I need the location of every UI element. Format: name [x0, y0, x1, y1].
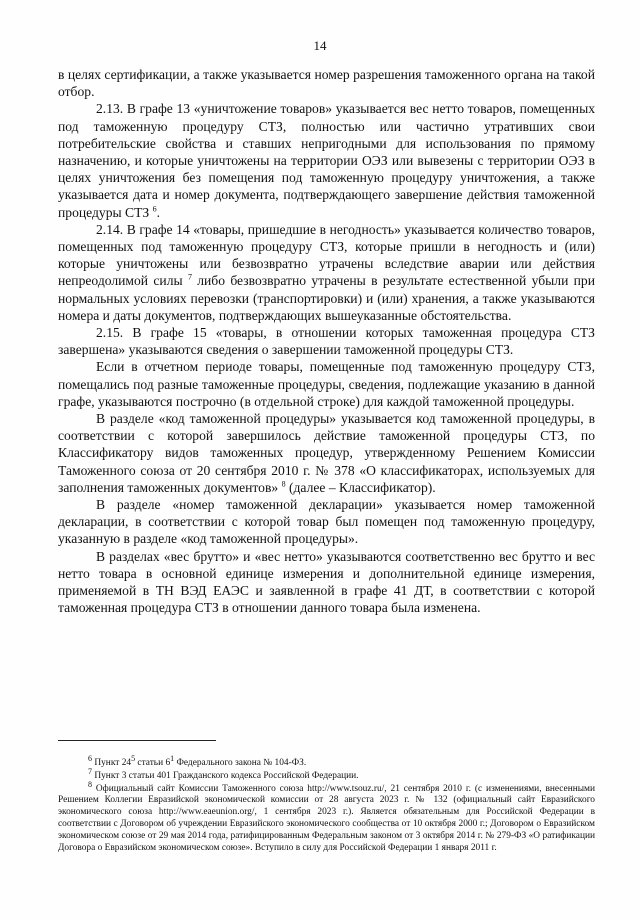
footnote-ref: 6 — [152, 204, 157, 214]
main-text — [58, 66, 595, 617]
paragraph: Если в отчетном периоде товары, помещенные под таможенную процедуру СТЗ, помещались под разные таможенные процедуры, сведения, подлежащие указанию в данной графе, указываются построчно (в отдельной строке) для каждой таможенной процедуры. — [58, 359, 595, 409]
paragraph: в целях сертификации, а также указывается номер разрешения таможенного органа на такой отбор. — [58, 67, 595, 100]
paragraph: 2.13. В графе 13 «уничтожение товаров» указывается вес нетто товаров, помещенных под таможенную процедуру СТЗ, полностью или частично утративших свои потребительские свойства и ставших непригодными для использования по прямому назначению, и которые уничтожены на территории ОЭЗ или вывезены с территории ОЭЗ в целях уничтожения без помещения под таможенную процедуру уничтожения, а также указывается дата и номер документа, подтверждающего завершение действия таможенной процедуры СТЗ $^6$. — [58, 101, 595, 220]
paragraph: В разделе «номер таможенной декларации» указывается номер таможенной декларации, в соответствии с которой товар был помещен под таможенную процедуру, указанную в разделе «код таможенной процедуры». — [58, 497, 595, 547]
footnote: $^8$ Официальный сайт Комиссии Таможенного союза http://www.tsouz.ru/, 21 сентября 2010 г. (с изменениями, внесенными Решением Коллегии Евразийской экономической комиссии от 28 августа 2023 г. № 132 (официальный сайт Евразийского экономического союза http://www.eaeunion.org/, 1 сентября 2023 г.). Является обязательным для Российской Федерации в соответствии с Договором об учреждении Евразийского экономического сообщества от 10 октября 2000 г.; Договором о Евразийском экономическом союзе от 29 мая 2014 года, ратифицированным Федеральным законом от 3 октября 2014 г. № 279-ФЗ «О ратификации Договора о Евразийском экономическом союзе». Вступило в силу для Российской Федерации 1 января 2011 г. — [58, 779, 596, 853]
paragraph: 2.15. В графе 15 «товары, в отношении которых таможенная процедура СТЗ завершена» указываются сведения о завершении таможенной процедуры СТЗ. — [58, 325, 595, 358]
footnote-ref: 7 — [187, 272, 192, 282]
paragraph: В разделе «код таможенной процедуры» указывается код таможенной процедуры, в соответствии с которой завершилось действие таможенной процедуры СТЗ, по Классификатору видов таможенных процедур, утвержденному Решением Комиссии Таможенного союза от 20 сентября 2010 г. № 378 «О классификаторах, используемых для заполнения таможенных документов» $^8$ (далее – Классификатор). — [58, 411, 595, 495]
paragraph: 2.14. В графе 14 «товары, пришедшие в негодность» указывается количество товаров, помещенных под таможенную процедуру СТЗ, которые пришли в негодность и (или) которые уничтожены или безвозвратно утрачены вследствие аварии или действия непреодолимой силы $^7$ либо безвозвратно утрачены в результате естественной убыли при нормальных условиях перевозки (транспортировки) и (или) хранения, а также указываются номера и даты документов, подтверждающих вышеуказанные обстоятельства. — [58, 221, 595, 323]
footnote: $^7$ Пункт 3 статьи 401 Гражданского кодекса Российской Федерации. — [88, 766, 359, 781]
footnote: $^6$ Пункт $24^5$ статьи $6^1$ Федерального закона № 104-ФЗ. — [88, 753, 307, 768]
footnote-ref: 8 — [281, 479, 286, 489]
paragraph: В разделах «вес брутто» и «вес нетто» указываются соответственно вес брутто и вес нетто товара в основной единице измерения и дополнительной единице измерения, применяемой в ТН ВЭД ЕАЭС и заявленной в графе 41 ДТ, в соответствии с которой таможенная процедура СТЗ в отношении данного товара была изменена. — [58, 548, 595, 616]
page-number: 14 — [313, 38, 327, 53]
footnote-separator — [58, 740, 216, 741]
footnotes — [58, 753, 596, 855]
